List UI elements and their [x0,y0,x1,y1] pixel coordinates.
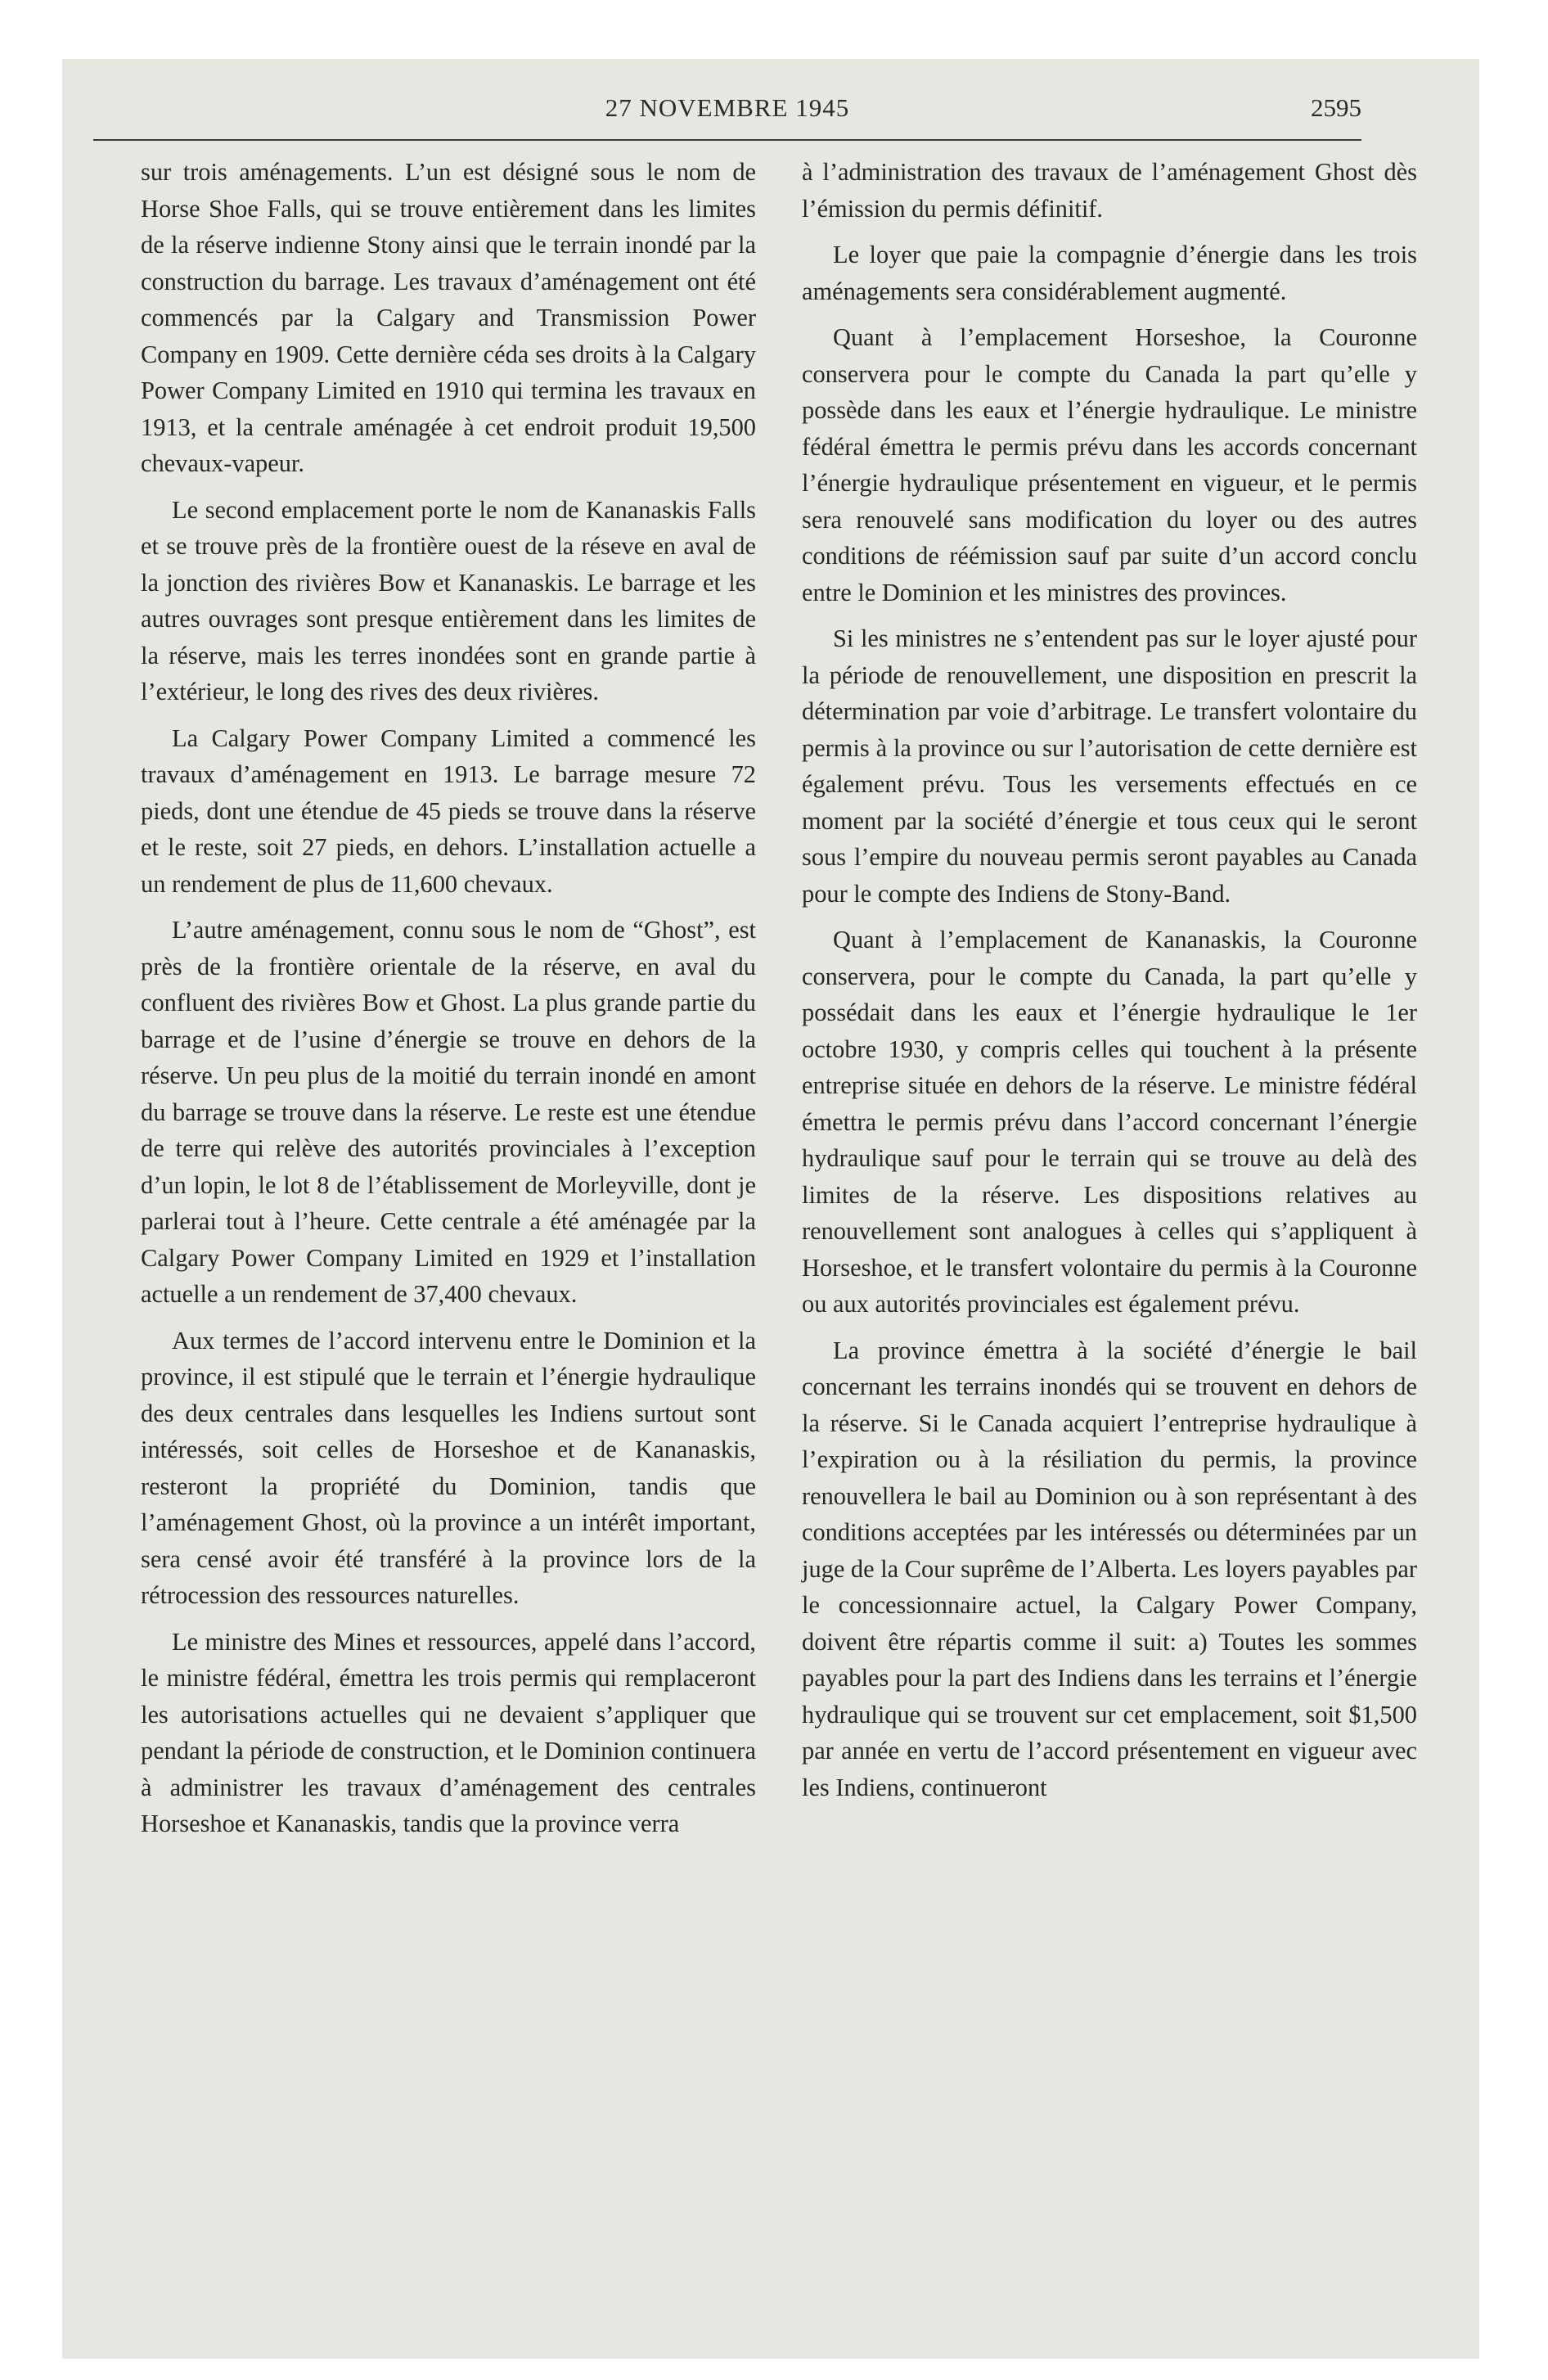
paragraph: Quant à l’emplacement de Kananaskis, la Couronne conservera, pour le compte du Canada, la part qu’elle y possédait dans les eaux et l’énergie hydraulique le 1er octobre 1930, y compris celles qui touchent à la présente entreprise située en dehors de la réserve. Le ministre fédéral émettra le permis prévu dans l’accord concernant l’énergie hydraulique sauf pour le terrain qui se trouve au delà des limites de la réserve. Les dispositions relatives au renouvellement sont analogues à celles qui s’appliquent à Horseshoe, et le transfert volontaire du permis à la Couronne ou aux autorités provinciales est également prévu. [802,926,1417,1318]
paragraph: Le second emplacement porte le nom de Kananaskis Falls et se trouve près de la frontière ouest de la réseve en aval de la jonction des rivières Bow et Kananaskis. Le barrage et les autres ouvrages sont presque entièrement dans les limites de la réserve, mais les terres inondées sont en grande partie à l’extérieur, le long des rives des deux rivières. [141,495,756,705]
paragraph: Le loyer que paie la compagnie d’énergie dans les trois aménagements sera considérablement augmenté. [802,241,1417,305]
paragraph: La province émettra à la société d’énergie le bail concernant les terrains inondés qui se trouvent en dehors de la réserve. Si le Canada acquiert l’entreprise hydraulique à l’expiration ou à la résiliation du permis, la province renouvellera le bail au Dominion ou à son représentant à des conditions acceptées par les intéressés ou déterminées par un juge de la Cour suprême de l’Alberta. Les loyers payables par le concessionnaire actuel, la Calgary Power Company, doivent être répartis comme il suit: a) Toutes les sommes payables pour la part des Indiens dans les terrains et l’énergie hydraulique qui se trouvent sur cet emplacement, soit $1,500 par année en vertu de l’accord présentement en vigueur avec les Indiens, continueront [802,1336,1417,1801]
paragraph: Le ministre des Mines et ressources, appelé dans l’accord, le ministre fédéral, émettra les trois permis qui remplaceront les autorisations actuelles qui ne devaient s’appliquer que pendant la période de construction, et le Dominion continuera à administrer les travaux d’aménagement des centrales Horseshoe et Kananaskis, tandis que la province verra [141,1627,756,1837]
paragraph: Si les ministres ne s’entendent pas sur le loyer ajusté pour la période de renouvellement, une disposition en prescrit la détermination par voie d’arbitrage. Le transfert volontaire du permis à la province ou sur l’autorisation de cette dernière est également prévu. Tous les versements effectués en ce moment par la société d’énergie et tous ceux qui le seront sous l’empire du nouveau permis seront payables au Canada pour le compte des Indiens de Stony-Band. [802,624,1417,908]
paragraph: Aux termes de l’accord intervenu entre le Dominion et la province, il est stipulé que le terrain et l’énergie hydraulique des deux centrales dans lesquelles les Indiens surtout sont intéressés, soit celles de Horseshoe et de Kananaskis, resteront la propriété du Dominion, tandis que l’aménagement Ghost, où la province a un intérêt important, sera censé avoir été transféré à la province lors de la rétrocession des ressources naturelles. [141,1326,756,1609]
left-column [141,154,756,1852]
paragraph: Quant à l’emplacement Horseshoe, la Couronne conservera pour le compte du Canada la part qu’elle y possède dans les eaux et l’énergie hydraulique. Le ministre fédéral émettra le permis prévu dans les accords concernant l’énergie hydraulique présentement en vigueur, et le permis sera renouvelé sans modification du loyer ou des autres conditions de réémission sauf par suite d’un accord conclu entre le Dominion et les ministres des provinces. [802,323,1417,606]
paragraph: sur trois aménagements. L’un est désigné sous le nom de Horse Shoe Falls, qui se trouve entièrement dans les limites de la réserve indienne Stony ainsi que le terrain inondé par la construction du barrage. Les travaux d’aménagement ont été commencés par la Calgary and Transmission Power Company en 1909. Cette dernière céda ses droits à la Calgary Power Company Limited en 1910 qui termina les travaux en 1913, et la centrale aménagée à cet endroit produit 19,500 chevaux-vapeur. [141,158,756,477]
header-rule [93,139,1361,141]
page-header [93,93,1361,142]
paragraph: à l’administration des travaux de l’aménagement Ghost dès l’émission du permis définitif. [802,158,1417,223]
right-column [802,154,1417,1815]
paragraph: La Calgary Power Company Limited a commencé les travaux d’aménagement en 1913. Le barrage mesure 72 pieds, dont une étendue de 45 pieds se trouve dans la réserve et le reste, soit 27 pieds, en dehors. L’installation actuelle a un rendement de plus de 11,600 chevaux. [141,723,756,898]
page-number: 2595 [1311,93,1361,122]
header-date: 27 NOVEMBRE 1945 [605,93,850,122]
paragraph: L’autre aménagement, connu sous le nom de “Ghost”, est près de la frontière orientale de la réserve, en aval du confluent des rivières Bow et Ghost. La plus grande partie du barrage et de l’usine d’énergie se trouve en dehors de la réserve. Un peu plus de la moitié du terrain inondé en amont du barrage se trouve dans la réserve. Le reste est une étendue de terre qui relève des autorités provinciales à l’exception d’un lopin, le lot 8 de l’établissement de Morleyville, dont je parlerai tout à l’heure. Cette centrale a été aménagée par la Calgary Power Company Limited en 1929 et l’installation actuelle a un rendement de 37,400 chevaux. [141,916,756,1308]
